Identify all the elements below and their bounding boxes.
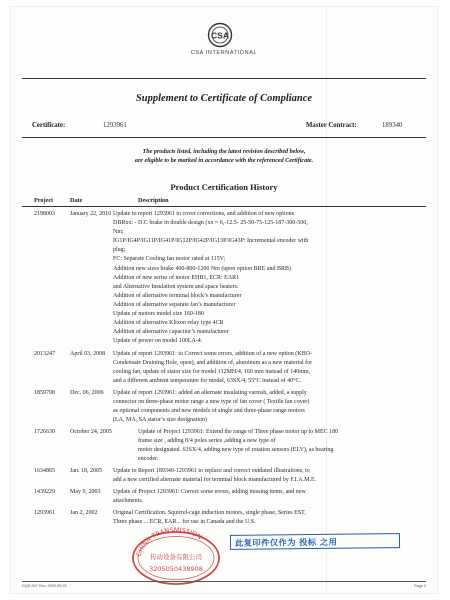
row-description — [138, 428, 438, 464]
copy-use-annotation: 此复印件仅作为 投标 之用 — [230, 533, 400, 550]
row-date: October 24, 2005 — [70, 429, 112, 435]
description-line: Three phase ... ECR, EAR... for use in Canada and the U.S. — [113, 519, 256, 526]
footer-rule — [22, 581, 426, 582]
svg-text:CSA: CSA — [211, 30, 229, 41]
description-line: Update of report 1293961: added an alternate insulating varnish, added, a supply — [113, 390, 307, 396]
description-line: Addition of alternative Klixon relay type 4CR — [113, 320, 224, 327]
description-line: Update of motors model size 160-180 — [113, 311, 204, 318]
certificate-label: Certificate: — [32, 122, 66, 129]
description-line: (LA, MA, SA stator’s size designation) — [113, 417, 208, 424]
eligibility-notice — [70, 148, 378, 166]
row-date: Jan 2, 2002 — [70, 510, 98, 516]
description-line: Update of report 1293961: to Correct some errors, addition of a new option (KBO- — [113, 351, 312, 357]
description-line: Addition of alternative capacitor’s manufacturer — [113, 329, 229, 336]
row-description — [113, 467, 413, 485]
footer-form-number: DQD 507 Rev. 2009-09-01 — [22, 584, 67, 588]
column-header-description: Description — [138, 197, 169, 204]
description-line: add a new certified alternate material for terminal block manufactured by F.I.A.M.E. — [113, 477, 317, 484]
certificate-rule — [22, 137, 426, 138]
description-line: Update of power on model 100LA-4. — [113, 338, 203, 345]
description-line: cooling fan, update of stator size for model 112MH/4, 160 mm instead of 140mm, — [113, 369, 311, 376]
row-date: Jan. 18, 2005 — [70, 468, 102, 474]
description-line: as optional components and new models of single and three-phase range motors — [113, 408, 305, 415]
description-line: frame size , adding 8/4 poles series ,adding a new type of — [138, 438, 276, 445]
description-line: IG1P/IG4P/IG11P/IG41P/IG12P/IG42P/IG13P/IG43P: Incremental encoder with — [113, 238, 309, 245]
company-seal-stamp — [130, 518, 222, 586]
description-line: Condensate Draining Hole, open), and addition of, aluminum as a new material for — [113, 360, 313, 367]
master-contract-number: 189340 — [382, 122, 403, 129]
row-project: 2013247 — [34, 351, 55, 357]
page-title: Supplement to Certificate of Compliance — [135, 93, 313, 104]
row-project: 2198003 — [34, 211, 55, 217]
certificate-page — [10, 6, 438, 594]
row-description — [113, 210, 413, 346]
row-project: 1293961 — [34, 510, 55, 516]
description-line: Addition new sizes brake 400-800-1200 Nm (upon option BRE and BRB) — [113, 265, 291, 272]
master-contract-label: Master Contract: — [306, 122, 357, 129]
notice-line: The products listed, including the latest revision described below, — [142, 149, 306, 155]
description-line: FC: Separate Cooling fan motor rated at 115V; — [113, 256, 226, 263]
footer-page-number: Page 2 — [413, 584, 426, 588]
description-line: attachments. — [113, 498, 144, 505]
description-line: connector on three-phase motor range a new type of fan cover ( Textile fan cover) — [113, 399, 310, 406]
description-line: DBRxx: - D.C brake in double design (xx = 6,-12.5- 25-50-75-125-187-300-500, — [113, 220, 308, 227]
seal-center-text: 传动设备有限公司 — [150, 553, 202, 561]
history-title: Product Certification History — [170, 182, 278, 192]
description-line: Update to report 1293961 to cover corrections, and addition of new options — [113, 211, 294, 217]
row-date: May 9, 2003 — [70, 489, 101, 495]
description-line: motor designated. 63SX/4, adding new type of rotation sensors (ELV), as bearing — [138, 447, 334, 454]
row-project: 1634865 — [34, 468, 55, 474]
row-description — [113, 350, 413, 386]
row-date: April 03, 2008 — [70, 351, 106, 357]
description-line: Addition of new series of motor EHB1, ECR: EAR1 — [113, 274, 240, 281]
logo-text: CSA INTERNATIONAL — [190, 50, 258, 56]
notice-line: are eligible to be marked in accordance with the referenced Certificate. — [134, 158, 314, 164]
description-line: Update of Project 1293961: Correct some errors, adding missing items, and new — [113, 489, 306, 495]
column-header-date: Date — [70, 197, 83, 204]
row-project: 1726630 — [34, 429, 55, 435]
table-header-rule — [22, 206, 426, 207]
row-project: 1439229 — [34, 489, 55, 495]
description-line: Nm; — [113, 229, 124, 236]
row-description — [113, 389, 413, 425]
row-project: 1859798 — [34, 390, 55, 396]
row-date: January 22, 2010 — [70, 211, 112, 217]
description-line: plug; — [113, 247, 126, 254]
column-header-project: Project — [34, 197, 54, 204]
description-line: and Alternative Insulation system and space heaters. — [113, 283, 239, 290]
row-description — [113, 488, 413, 506]
description-line: and a different ambient temperature for model, 63SX/4, 55°C instead of 40°C. — [113, 378, 301, 385]
description-line: Addition of alternative separate fan’s manufacturer — [113, 301, 236, 308]
description-line: Original Certification. Squirrel-cage induction motors, single phase, Series EST, — [113, 510, 306, 516]
description-line: encoder. — [138, 456, 159, 463]
certificate-number: 1293961 — [103, 122, 127, 129]
seal-number-text: 3205050438908 — [149, 565, 203, 573]
description-line: Update to Report 189340-1293961 to replace and correct outdated illustrations, to — [113, 468, 310, 474]
description-line: Update of Project 1293961: Extend the range of Three phase motor up to MEC 180 — [138, 429, 339, 435]
header-rule — [22, 78, 426, 79]
csa-logo-icon — [207, 22, 233, 48]
description-line: Addition of alternative terminal block’s manufacturer — [113, 292, 242, 299]
seal-company-text: CHINA TRANSMISSION — [134, 525, 204, 558]
row-date: Dec. 06, 2006 — [70, 390, 104, 396]
